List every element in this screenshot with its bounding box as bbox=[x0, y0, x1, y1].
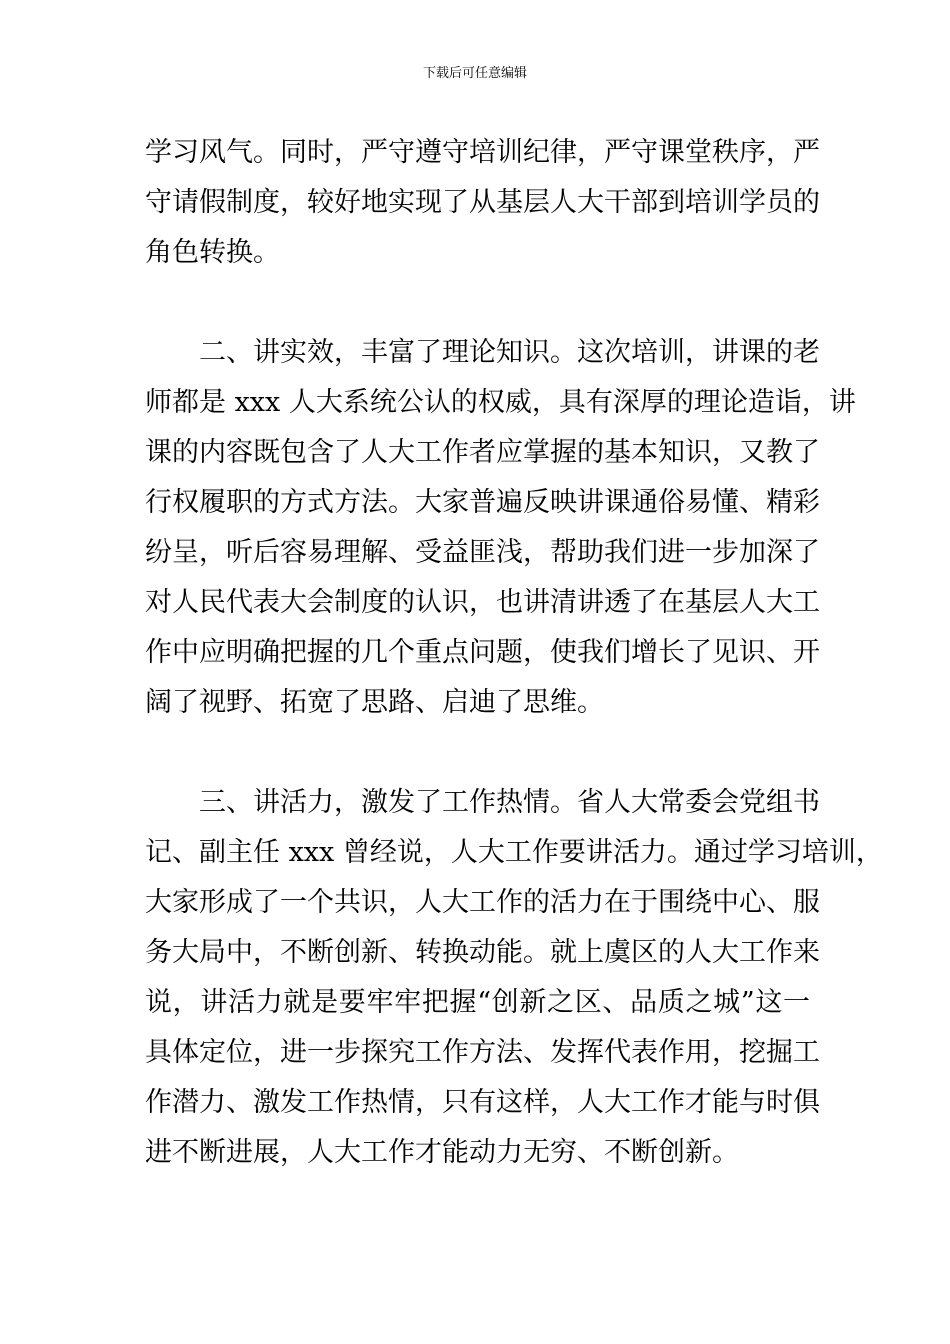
text-line: 作潜力、激发工作热情，只有这样，人大工作才能与时俱 bbox=[145, 1087, 820, 1118]
document-body bbox=[145, 128, 883, 1178]
paragraph-gap bbox=[145, 278, 810, 328]
text-line: 角色转换。 bbox=[145, 237, 280, 268]
text-line: 具体定位，进一步探究工作方法、发挥代表作用，挖掘工 bbox=[145, 1037, 820, 1068]
paragraph-gap bbox=[145, 728, 810, 778]
text-line: 守请假制度，较好地实现了从基层人大干部到培训学员的 bbox=[145, 187, 820, 218]
text-line: 作中应明确把握的几个重点问题，使我们增长了见识、开 bbox=[145, 637, 820, 668]
paragraph-continuation bbox=[145, 128, 820, 278]
text-line: 学习风气。同时，严守遵守培训纪律，严守课堂秩序，严 bbox=[145, 137, 820, 168]
text-line: 大家形成了一个共识，人大工作的活力在于围绕中心、服 bbox=[145, 887, 820, 918]
text-line: 二、讲实效，丰富了理论知识。这次培训，讲课的老 bbox=[199, 337, 820, 368]
text-line: 说，讲活力就是要牢牢把握“创新之区、品质之城”这一 bbox=[145, 987, 810, 1018]
page-header-note: 下载后可任意编辑 bbox=[422, 66, 527, 81]
paragraph-2 bbox=[145, 328, 856, 728]
text-line: 对人民代表大会制度的认识，也讲清讲透了在基层人大工 bbox=[145, 587, 820, 618]
text-line: 纷呈，听后容易理解、受益匪浅，帮助我们进一步加深了 bbox=[145, 537, 820, 568]
text-line: 行权履职的方式方法。大家普遍反映讲课通俗易懂、精彩 bbox=[145, 487, 820, 518]
text-line: 进不断进展，人大工作才能动力无穷、不断创新。 bbox=[145, 1137, 739, 1168]
text-line: 师都是 xxx 人大系统公认的权威，具有深厚的理论造诣，讲 bbox=[145, 387, 856, 418]
text-line: 阔了视野、拓宽了思路、启迪了思维。 bbox=[145, 687, 604, 718]
text-line: 记、副主任 xxx 曾经说，人大工作要讲活力。通过学习培训， bbox=[145, 837, 883, 868]
text-line: 务大局中，不断创新、转换动能。就上虞区的人大工作来 bbox=[145, 937, 820, 968]
text-line: 三、讲活力，激发了工作热情。省人大常委会党组书 bbox=[199, 787, 820, 818]
paragraph-3 bbox=[145, 778, 883, 1178]
text-line: 课的内容既包含了人大工作者应掌握的基本知识，又教了 bbox=[145, 437, 820, 468]
